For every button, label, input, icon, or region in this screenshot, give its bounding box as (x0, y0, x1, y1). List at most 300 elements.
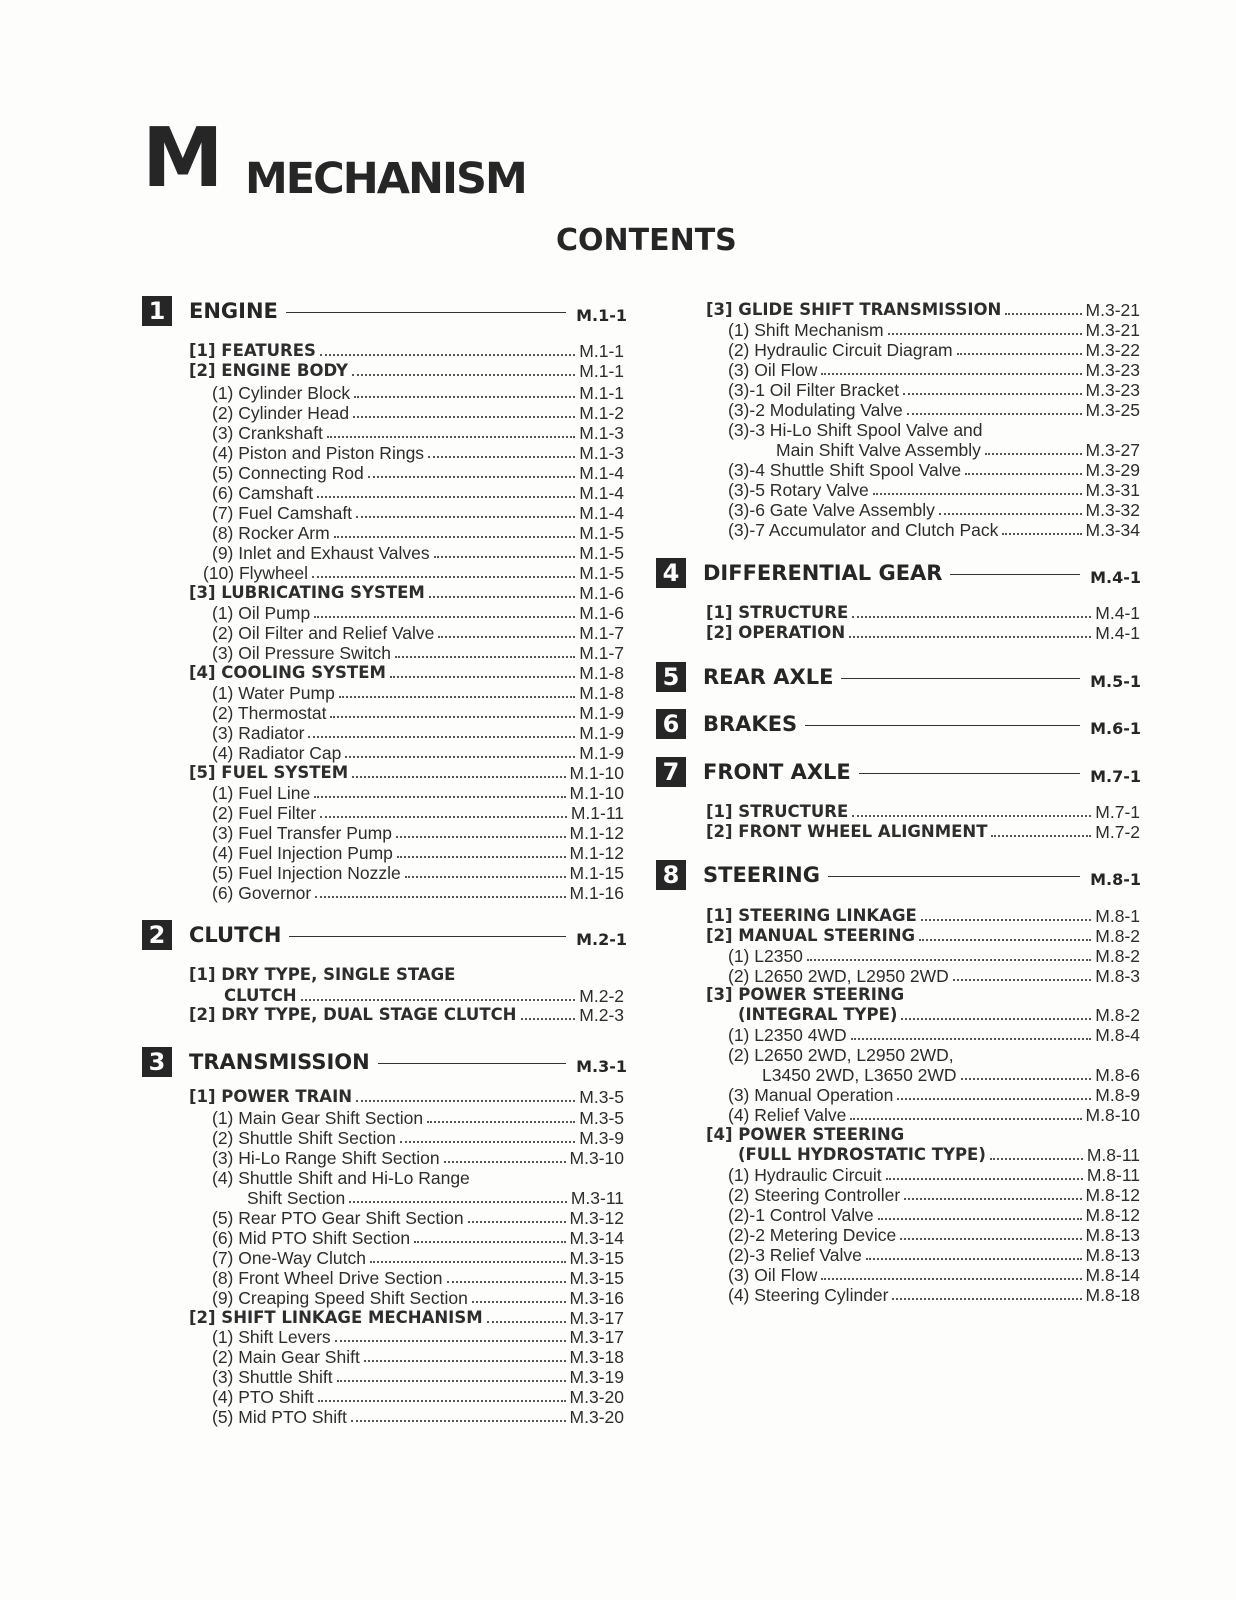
toc-entry-label: [1] DRY TYPE, SINGLE STAGE (189, 965, 456, 984)
toc-entry-label: (1) Main Gear Shift Section (212, 1108, 424, 1128)
dot-leader (352, 776, 565, 778)
dot-leader (849, 636, 1091, 638)
toc-entry-page: M.1-10 (569, 763, 624, 783)
toc-entry-page: M.8-14 (1085, 1265, 1140, 1285)
toc-entry[interactable] (738, 1005, 1140, 1025)
dot-leader (368, 476, 576, 478)
toc-entry-label: (2)-1 Control Valve (728, 1205, 874, 1225)
toc-entry[interactable] (728, 1265, 1140, 1285)
dot-leader (939, 513, 1082, 515)
toc-entry-page: M.4-1 (1095, 623, 1140, 643)
dot-leader (314, 616, 575, 618)
section-number-badge: 4 (656, 558, 686, 588)
dot-leader (907, 413, 1082, 415)
toc-entry-label: (3)-3 Hi-Lo Shift Spool Valve and (728, 420, 983, 440)
toc-entry-label: (4) Shuttle Shift and Hi-Lo Range (212, 1168, 470, 1188)
toc-entry-label: (8) Rocker Arm (212, 523, 330, 543)
toc-entry[interactable] (728, 480, 1140, 500)
toc-entry[interactable] (212, 803, 624, 823)
chapter-letter: M (142, 111, 220, 206)
toc-entry[interactable] (189, 663, 624, 683)
leader-rule (286, 312, 566, 313)
toc-entry[interactable] (728, 1185, 1140, 1205)
toc-entry[interactable] (728, 1085, 1140, 1105)
toc-entry-label: [2] SHIFT LINKAGE MECHANISM (189, 1308, 483, 1327)
toc-entry[interactable] (189, 965, 624, 985)
toc-entry[interactable] (728, 500, 1140, 520)
dot-leader (873, 493, 1082, 495)
toc-entry-label: (2) Cylinder Head (212, 403, 350, 423)
dot-leader (395, 656, 575, 658)
toc-entry[interactable] (728, 380, 1140, 400)
toc-entry-label: [1] POWER TRAIN (189, 1087, 353, 1106)
toc-entry-label: (4) PTO Shift (212, 1387, 314, 1407)
toc-entry-label: (3) Crankshaft (212, 423, 323, 443)
dot-leader (315, 896, 565, 898)
toc-entry-label: [3] LUBRICATING SYSTEM (189, 583, 425, 602)
dot-leader (364, 1360, 566, 1362)
toc-entry[interactable] (728, 1165, 1140, 1185)
section-brakes[interactable] (656, 707, 1141, 741)
toc-entry-page: M.1-4 (579, 503, 624, 523)
toc-entry[interactable] (776, 440, 1140, 460)
toc-entry[interactable] (212, 1208, 624, 1228)
dot-leader (438, 636, 575, 638)
toc-entry-label: (5) Fuel Injection Nozzle (212, 863, 401, 883)
toc-entry[interactable] (212, 1168, 624, 1188)
toc-entry-page: M.1-9 (579, 743, 624, 763)
toc-entry-page: M.1-9 (579, 703, 624, 723)
dot-leader (349, 1201, 567, 1203)
toc-entry-label: (2)-3 Relief Valve (728, 1245, 862, 1265)
toc-entry-page: M.1-4 (579, 463, 624, 483)
leader-rule (805, 725, 1080, 726)
toc-entry-page: M.8-11 (1086, 1145, 1140, 1165)
toc-entry-page: M.3-20 (569, 1387, 624, 1407)
toc-entry[interactable] (212, 443, 624, 463)
toc-entry-page: M.3-20 (569, 1407, 624, 1427)
toc-entry[interactable] (728, 1225, 1140, 1245)
toc-entry[interactable] (706, 623, 1140, 643)
toc-entry[interactable] (212, 1387, 624, 1407)
toc-entry-label: (2) Steering Controller (728, 1185, 901, 1205)
toc-entry[interactable] (212, 863, 624, 883)
dot-leader (405, 876, 566, 878)
toc-entry[interactable] (728, 1285, 1140, 1305)
toc-entry-label: (10) Flywheel (203, 563, 309, 583)
dot-leader (335, 1340, 566, 1342)
toc-entry-label: (4) Steering Cylinder (728, 1285, 889, 1305)
toc-entry-label: CLUTCH (224, 986, 297, 1005)
toc-entry[interactable] (728, 520, 1140, 540)
toc-entry[interactable] (212, 543, 624, 563)
toc-entry[interactable] (212, 1128, 624, 1148)
toc-entry-page: M.7-2 (1095, 822, 1140, 842)
toc-entry[interactable] (212, 1108, 624, 1128)
toc-entry-label: [1] FEATURES (189, 341, 316, 360)
dot-leader (990, 1158, 1083, 1160)
toc-entry[interactable] (212, 523, 624, 543)
dot-leader (472, 1301, 566, 1303)
toc-entry-label: (3)-5 Rotary Valve (728, 480, 869, 500)
toc-entry-label: (2) L2650 2WD, L2950 2WD (728, 966, 949, 986)
toc-entry-label: [2] MANUAL STEERING (706, 926, 916, 945)
toc-entry[interactable] (189, 1005, 624, 1025)
section-page: M.2-1 (576, 929, 627, 949)
dot-leader (852, 815, 1091, 817)
toc-entry[interactable] (212, 843, 624, 863)
section-title: TRANSMISSION (189, 1050, 370, 1074)
dot-leader (308, 736, 575, 738)
toc-entry-page: M.3-23 (1085, 360, 1140, 380)
toc-entry-page: M.2-3 (579, 1005, 624, 1025)
dot-leader (429, 596, 575, 598)
toc-entry[interactable] (212, 623, 624, 643)
toc-entry[interactable] (706, 985, 1140, 1005)
section-rear-axle[interactable] (656, 660, 1141, 694)
dot-leader (851, 1038, 1092, 1040)
toc-entry[interactable] (189, 1308, 624, 1328)
toc-entry[interactable] (212, 1407, 624, 1427)
toc-entry-page: M.3-18 (569, 1347, 624, 1367)
section-front-axle[interactable] (656, 755, 1141, 789)
section-title: DIFFERENTIAL GEAR (703, 561, 943, 585)
toc-entry-page: M.1-5 (579, 563, 624, 583)
toc-entry-label: Shift Section (247, 1188, 346, 1208)
dot-leader (370, 1261, 566, 1263)
toc-entry-page: M.3-11 (570, 1188, 624, 1208)
toc-entry-page: M.3-10 (569, 1148, 624, 1168)
toc-entry-label: [3] GLIDE SHIFT TRANSMISSION (706, 300, 1002, 319)
toc-entry-page: M.3-9 (579, 1128, 624, 1148)
section-title: ENGINE (189, 299, 278, 323)
dot-leader (897, 1098, 1091, 1100)
toc-entry-label: (6) Camshaft (212, 483, 314, 503)
toc-entry-page: M.1-3 (579, 443, 624, 463)
toc-entry[interactable] (728, 1045, 1140, 1065)
toc-entry-label: (5) Connecting Rod (212, 463, 364, 483)
toc-entry-label: [1] STRUCTURE (706, 603, 849, 622)
toc-entry[interactable] (706, 906, 1140, 926)
toc-entry[interactable] (212, 723, 624, 743)
toc-entry-page: M.8-13 (1085, 1225, 1140, 1245)
dot-leader (957, 353, 1082, 355)
toc-entry[interactable] (728, 1025, 1140, 1045)
toc-entry[interactable] (189, 361, 624, 381)
toc-entry-label: [1] STRUCTURE (706, 802, 849, 821)
toc-entry-label: (3)-2 Modulating Valve (728, 400, 903, 420)
toc-entry[interactable] (189, 763, 624, 783)
toc-entry-page: M.3-17 (569, 1308, 624, 1328)
dot-leader (487, 1321, 566, 1323)
section-title: CLUTCH (189, 923, 282, 947)
toc-entry[interactable] (212, 1367, 624, 1387)
dot-leader (301, 999, 576, 1001)
toc-entry-label: (8) Front Wheel Drive Section (212, 1268, 443, 1288)
leader-rule (378, 1063, 566, 1064)
dot-leader (317, 496, 575, 498)
toc-entry[interactable] (212, 783, 624, 803)
toc-entry-label: (2) Main Gear Shift (212, 1347, 360, 1367)
toc-entry-page: M.1-7 (579, 643, 624, 663)
toc-entry[interactable] (212, 423, 624, 443)
toc-entry-label: (5) Mid PTO Shift (212, 1407, 347, 1427)
section-title: STEERING (703, 863, 820, 887)
toc-entry[interactable] (212, 503, 624, 523)
toc-entry[interactable] (212, 643, 624, 663)
dot-leader (356, 516, 575, 518)
toc-entry-label: (7) Fuel Camshaft (212, 503, 353, 523)
dot-leader (427, 1121, 575, 1123)
toc-entry-page: M.8-11 (1086, 1165, 1140, 1185)
toc-entry-page: M.3-22 (1085, 340, 1140, 360)
toc-entry-page: M.3-19 (569, 1367, 624, 1387)
toc-entry[interactable] (706, 300, 1140, 320)
toc-entry[interactable] (728, 320, 1140, 340)
dot-leader (314, 796, 565, 798)
toc-entry-page: M.1-11 (570, 803, 624, 823)
dot-leader (904, 1198, 1081, 1200)
toc-entry[interactable] (224, 986, 624, 1006)
toc-entry[interactable] (203, 563, 624, 583)
toc-entry[interactable] (212, 1228, 624, 1248)
toc-entry[interactable] (212, 703, 624, 723)
dot-leader (919, 939, 1091, 941)
toc-entry-label: (3)-7 Accumulator and Clutch Pack (728, 520, 999, 540)
toc-entry[interactable] (728, 1105, 1140, 1125)
toc-entry-label: [2] FRONT WHEEL ALIGNMENT (706, 822, 988, 841)
toc-entry-label: (3)-4 Shuttle Shift Spool Valve (728, 460, 962, 480)
toc-entry-page: M.1-2 (579, 403, 624, 423)
toc-entry-page: M.1-15 (569, 863, 624, 883)
toc-entry[interactable] (212, 1248, 624, 1268)
dot-leader (320, 816, 567, 818)
dot-leader (821, 1278, 1081, 1280)
toc-entry-page: M.3-32 (1085, 500, 1140, 520)
dot-leader (312, 576, 575, 578)
toc-entry-label: (7) One-Way Clutch (212, 1248, 366, 1268)
toc-entry[interactable] (189, 341, 624, 361)
toc-entry-page: M.1-9 (579, 723, 624, 743)
toc-entry-label: (3)-1 Oil Filter Bracket (728, 380, 900, 400)
toc-entry[interactable] (728, 400, 1140, 420)
toc-entry[interactable] (189, 583, 624, 603)
section-number-badge: 6 (656, 709, 686, 739)
toc-entry-label: (3) Oil Flow (728, 1265, 818, 1285)
toc-entry[interactable] (762, 1065, 1140, 1085)
dot-leader (428, 456, 575, 458)
toc-entry[interactable] (728, 966, 1140, 986)
toc-entry[interactable] (728, 460, 1140, 480)
dot-leader (400, 1141, 575, 1143)
toc-entry-label: [3] POWER STEERING (706, 985, 905, 1004)
dot-leader (900, 1238, 1081, 1240)
toc-entry-label: (1) Shift Mechanism (728, 320, 884, 340)
toc-entry-label: Main Shift Valve Assembly (776, 440, 981, 460)
leader-rule (950, 574, 1080, 575)
dot-leader (1005, 313, 1081, 315)
section-number-badge: 2 (142, 920, 172, 950)
toc-entry-page: M.3-15 (569, 1248, 624, 1268)
section-transmission[interactable] (142, 1045, 627, 1079)
section-page: M.8-1 (1090, 869, 1141, 889)
toc-entry-page: M.3-5 (579, 1087, 624, 1107)
toc-entry[interactable] (247, 1188, 624, 1208)
section-clutch[interactable] (142, 918, 627, 952)
toc-entry[interactable] (212, 1268, 624, 1288)
toc-entry-page: M.8-3 (1095, 966, 1140, 986)
toc-entry-label: (2) Thermostat (212, 703, 327, 723)
toc-entry-page: M.8-6 (1095, 1065, 1140, 1085)
toc-entry[interactable] (706, 822, 1140, 842)
toc-entry[interactable] (212, 823, 624, 843)
toc-entry[interactable] (212, 883, 624, 903)
dot-leader (447, 1281, 566, 1283)
toc-entry-page: M.3-14 (569, 1228, 624, 1248)
dot-leader (345, 756, 575, 758)
toc-entry[interactable] (738, 1145, 1140, 1165)
toc-entry-page: M.3-5 (579, 1108, 624, 1128)
toc-entry[interactable] (189, 1087, 624, 1107)
leader-rule (859, 773, 1080, 774)
toc-entry-page: M.3-27 (1085, 440, 1140, 460)
dot-leader (397, 856, 566, 858)
toc-entry[interactable] (212, 463, 624, 483)
toc-entry[interactable] (728, 1205, 1140, 1225)
toc-entry[interactable] (728, 946, 1140, 966)
toc-entry[interactable] (212, 403, 624, 423)
toc-entry-label: (3) Oil Flow (728, 360, 818, 380)
toc-entry-label: (1) L2350 (728, 946, 803, 966)
dot-leader (1002, 533, 1081, 535)
toc-entry-page: M.3-21 (1085, 320, 1140, 340)
toc-entry-page: M.4-1 (1095, 603, 1140, 623)
toc-entry[interactable] (212, 743, 624, 763)
toc-entry-label: (1) Hydraulic Circuit (728, 1165, 882, 1185)
section-page: M.1-1 (576, 305, 627, 325)
dot-leader (866, 1258, 1082, 1260)
toc-entry[interactable] (706, 926, 1140, 946)
section-page: M.7-1 (1090, 766, 1141, 786)
toc-entry-page: M.3-31 (1085, 480, 1140, 500)
toc-entry-label: [2] DRY TYPE, DUAL STAGE CLUTCH (189, 1005, 517, 1024)
toc-entry-label: (2) L2650 2WD, L2950 2WD, (728, 1045, 954, 1065)
toc-entry-page: M.8-2 (1095, 1005, 1140, 1025)
leader-rule (289, 936, 566, 937)
leader-rule (841, 678, 1080, 679)
section-number-badge: 8 (656, 860, 686, 890)
toc-entry[interactable] (728, 340, 1140, 360)
section-number-badge: 3 (142, 1047, 172, 1077)
toc-entry-page: M.8-2 (1095, 926, 1140, 946)
toc-entry[interactable] (728, 420, 1140, 440)
toc-entry-page: M.3-15 (569, 1268, 624, 1288)
toc-entry-page: M.8-10 (1085, 1105, 1140, 1125)
toc-entry-label: [5] FUEL SYSTEM (189, 763, 349, 782)
toc-entry-label: (9) Inlet and Exhaust Valves (212, 543, 430, 563)
toc-entry-label: [4] POWER STEERING (706, 1125, 905, 1144)
toc-entry[interactable] (706, 802, 1140, 822)
toc-entry[interactable] (212, 603, 624, 623)
toc-entry-page: M.1-7 (579, 623, 624, 643)
section-engine[interactable] (142, 294, 627, 328)
dot-leader (353, 416, 575, 418)
section-number-badge: 1 (142, 296, 172, 326)
toc-entry[interactable] (728, 360, 1140, 380)
toc-entry-label: (4) Radiator Cap (212, 743, 342, 763)
dot-leader (337, 1380, 566, 1382)
contents-heading: CONTENTS (556, 223, 737, 258)
dot-leader (521, 1018, 576, 1020)
toc-entry-label: (2) Fuel Filter (212, 803, 317, 823)
toc-entry-label: (5) Rear PTO Gear Shift Section (212, 1208, 464, 1228)
toc-entry-label: L3450 2WD, L3650 2WD (762, 1065, 957, 1085)
toc-entry-page: M.3-17 (569, 1327, 624, 1347)
toc-entry-page: M.1-10 (569, 783, 624, 803)
toc-entry-label: [4] COOLING SYSTEM (189, 663, 386, 682)
toc-entry-label: (1) Shift Levers (212, 1327, 331, 1347)
dot-leader (892, 1298, 1081, 1300)
dot-leader (434, 556, 576, 558)
toc-entry[interactable] (728, 1245, 1140, 1265)
toc-entry-page: M.8-12 (1085, 1205, 1140, 1225)
toc-entry-label: [2] ENGINE BODY (189, 361, 348, 380)
toc-entry-page: M.3-12 (569, 1208, 624, 1228)
toc-entry[interactable] (212, 1288, 624, 1308)
toc-entry-label: (1) L2350 4WD (728, 1025, 847, 1045)
section-page: M.4-1 (1090, 567, 1141, 587)
chapter-title: MECHANISM (245, 154, 526, 204)
section-number-badge: 7 (656, 757, 686, 787)
toc-entry[interactable] (706, 1125, 1140, 1145)
section-title: REAR AXLE (703, 665, 834, 689)
dot-leader (444, 1161, 566, 1163)
toc-entry-page: M.3-21 (1085, 300, 1140, 320)
dot-leader (852, 616, 1091, 618)
toc-entry-label: (1) Cylinder Block (212, 383, 351, 403)
dot-leader (318, 1400, 566, 1402)
toc-entry[interactable] (212, 1148, 624, 1168)
toc-entry-page: M.1-1 (579, 361, 624, 381)
section-differential-gear[interactable] (656, 556, 1141, 590)
section-page: M.3-1 (576, 1056, 627, 1076)
toc-entry-label: (1) Fuel Line (212, 783, 311, 803)
toc-entry[interactable] (706, 603, 1140, 623)
toc-entry[interactable] (212, 1327, 624, 1347)
toc-entry[interactable] (212, 483, 624, 503)
dot-leader (878, 1218, 1082, 1220)
toc-entry-page: M.7-1 (1095, 802, 1140, 822)
toc-entry[interactable] (212, 683, 624, 703)
dot-leader (352, 374, 575, 376)
dot-leader (886, 1178, 1083, 1180)
section-title: FRONT AXLE (703, 760, 851, 784)
dot-leader (961, 1078, 1092, 1080)
dot-leader (327, 436, 575, 438)
toc-entry-label: (3)-6 Gate Valve Assembly (728, 500, 935, 520)
toc-entry-label: (2) Shuttle Shift Section (212, 1128, 396, 1148)
section-steering[interactable] (656, 858, 1141, 892)
dot-leader (354, 396, 575, 398)
toc-entry[interactable] (212, 383, 624, 403)
toc-entry-label: (2)-2 Metering Device (728, 1225, 897, 1245)
toc-entry[interactable] (212, 1347, 624, 1367)
toc-entry-page: M.8-13 (1085, 1245, 1140, 1265)
toc-entry-page: M.2-2 (579, 986, 624, 1006)
section-page: M.6-1 (1090, 718, 1141, 738)
toc-entry-label: (1) Water Pump (212, 683, 335, 703)
dot-leader (414, 1241, 565, 1243)
